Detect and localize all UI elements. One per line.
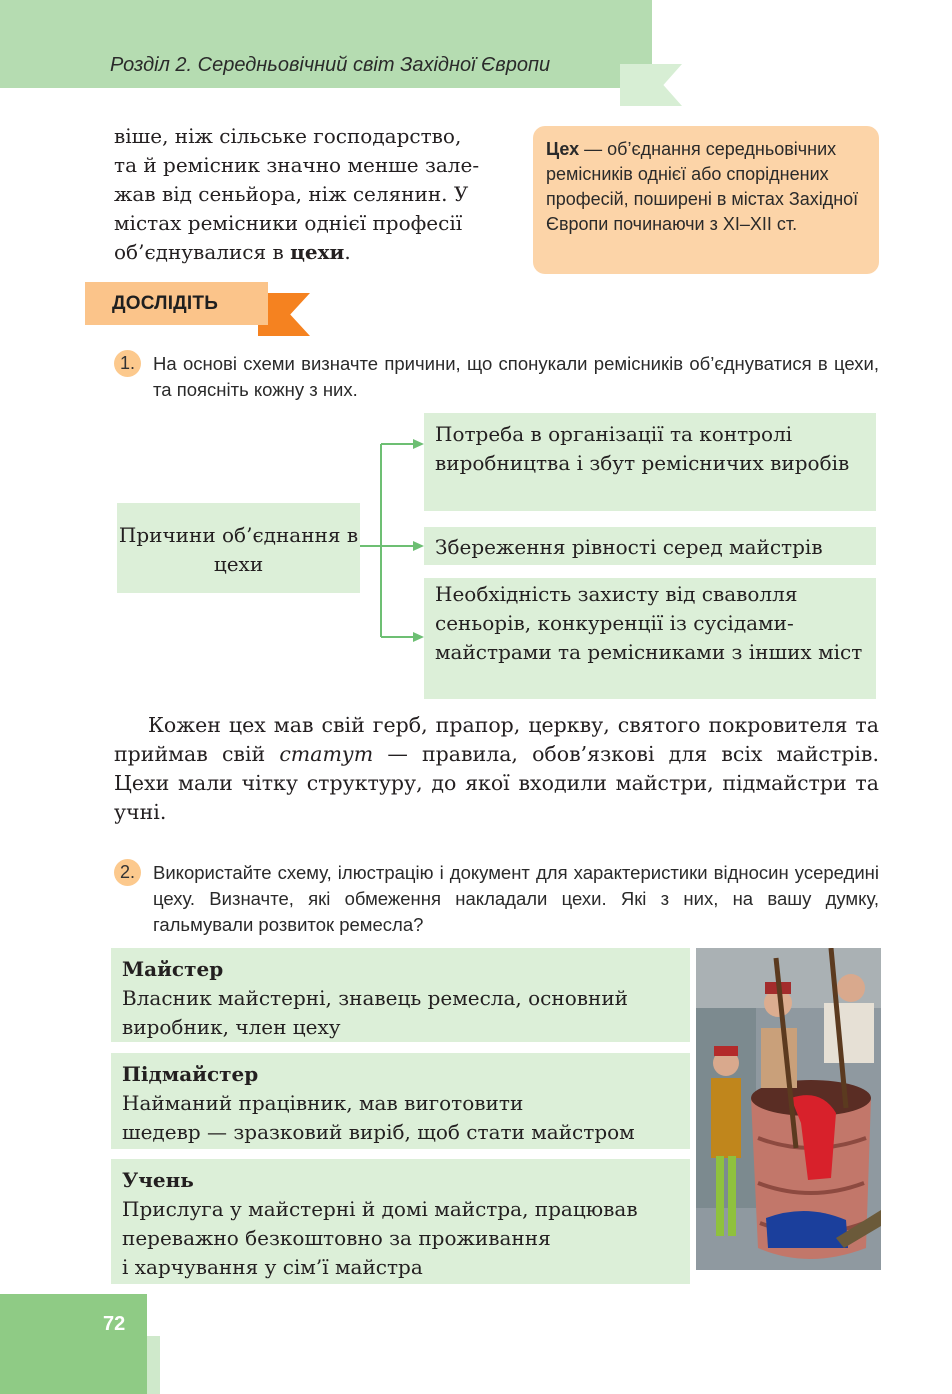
body-paragraph	[114, 711, 879, 827]
role-desc-line: Прислуга у майстерні й домі майстра, працював	[122, 1197, 638, 1221]
role-title: Учень	[122, 1168, 194, 1192]
intro-line: віше, ніж сільське господарство,	[114, 124, 462, 148]
footer-accent	[147, 1336, 160, 1394]
intro-last-prefix: об’єднувалися в	[114, 240, 291, 264]
intro-line: жав від сеньйора, ніж селянин. У	[114, 182, 469, 206]
page-number: 72	[103, 1313, 126, 1335]
body-term-italic: статут	[279, 742, 374, 766]
role-desc-line: і харчування у сім’ї майстра	[122, 1255, 423, 1279]
role-title: Підмайстер	[122, 1062, 259, 1086]
role-desc-line: переважно безкоштовно за проживання	[122, 1226, 551, 1250]
role-box-apprentice	[111, 1159, 690, 1284]
task-number-badge: 1.	[114, 350, 141, 377]
role-box-master	[111, 948, 690, 1042]
footer-band	[0, 1294, 147, 1394]
intro-term-bold: цехи	[290, 240, 345, 264]
investigate-label: ДОСЛІДІТЬ	[112, 293, 219, 314]
role-desc-line: Власник майстерні, знавець ремесла, основний	[122, 986, 629, 1010]
role-desc-line: Найманий працівник, мав виготовити	[122, 1091, 524, 1115]
definition-term: Цех	[546, 139, 580, 159]
task-2-text: Використайте схему, ілюстрацію і документ для характеристики відносин усередині цеху. Визначте, які обмеження накладали цехи. Які з них, на вашу думку, гальмували розвиток ремесла?	[153, 862, 879, 935]
role-title: Майстер	[122, 957, 224, 981]
intro-last-suffix: .	[344, 240, 351, 264]
intro-line: містах ремісники однієї професії	[114, 211, 463, 235]
arrow-head-2	[413, 541, 424, 551]
task-number-badge: 2.	[114, 859, 141, 886]
role-desc-line: шедевр — зразковий виріб, щоб стати майстром	[122, 1120, 635, 1144]
body-text-end: — правила, обов’язкові для всіх майстрів. Цехи мали чітку структуру, до якої входили майстри, підмайстри та учні.	[114, 742, 879, 824]
medieval-dyers-illustration	[696, 948, 881, 1270]
role-box-journeyman	[111, 1053, 690, 1149]
arrow-head-1	[413, 439, 424, 449]
diagram-reason-2: Збереження рівності серед майстрів	[424, 527, 876, 565]
diagram-reason-3: Необхідність захисту від сваволля сеньорів, конкуренції із сусідами-майстрами та ремісниками з інших міст	[424, 578, 876, 699]
definition-text: — об’єднання середньовічних ремісників однієї або споріднених професій, поширені в містах Західної Європи починаючи з XI–XII ст.	[546, 139, 859, 234]
role-desc-line: виробник, член цеху	[122, 1015, 341, 1039]
diagram-reason-1: Потреба в організації та контролі виробництва і збут ремісничих виробів	[424, 413, 876, 511]
diagram-center-box: Причини об’єднання в цехи	[117, 503, 360, 593]
arrow-head-3	[413, 632, 424, 642]
intro-line: та й ремісник значно менше зале-	[114, 153, 480, 177]
chapter-title: Розділ 2. Середньовічний світ Західної Європи	[110, 54, 551, 76]
task-1-text: На основі схеми визначте причини, що спонукали ремісників об’єднуватися в цехи, та поясніть кожну з них.	[153, 353, 879, 400]
body-text-start: Кожен цех мав свій герб, прапор, церкву, святого покровителя та приймав свій	[114, 713, 879, 766]
